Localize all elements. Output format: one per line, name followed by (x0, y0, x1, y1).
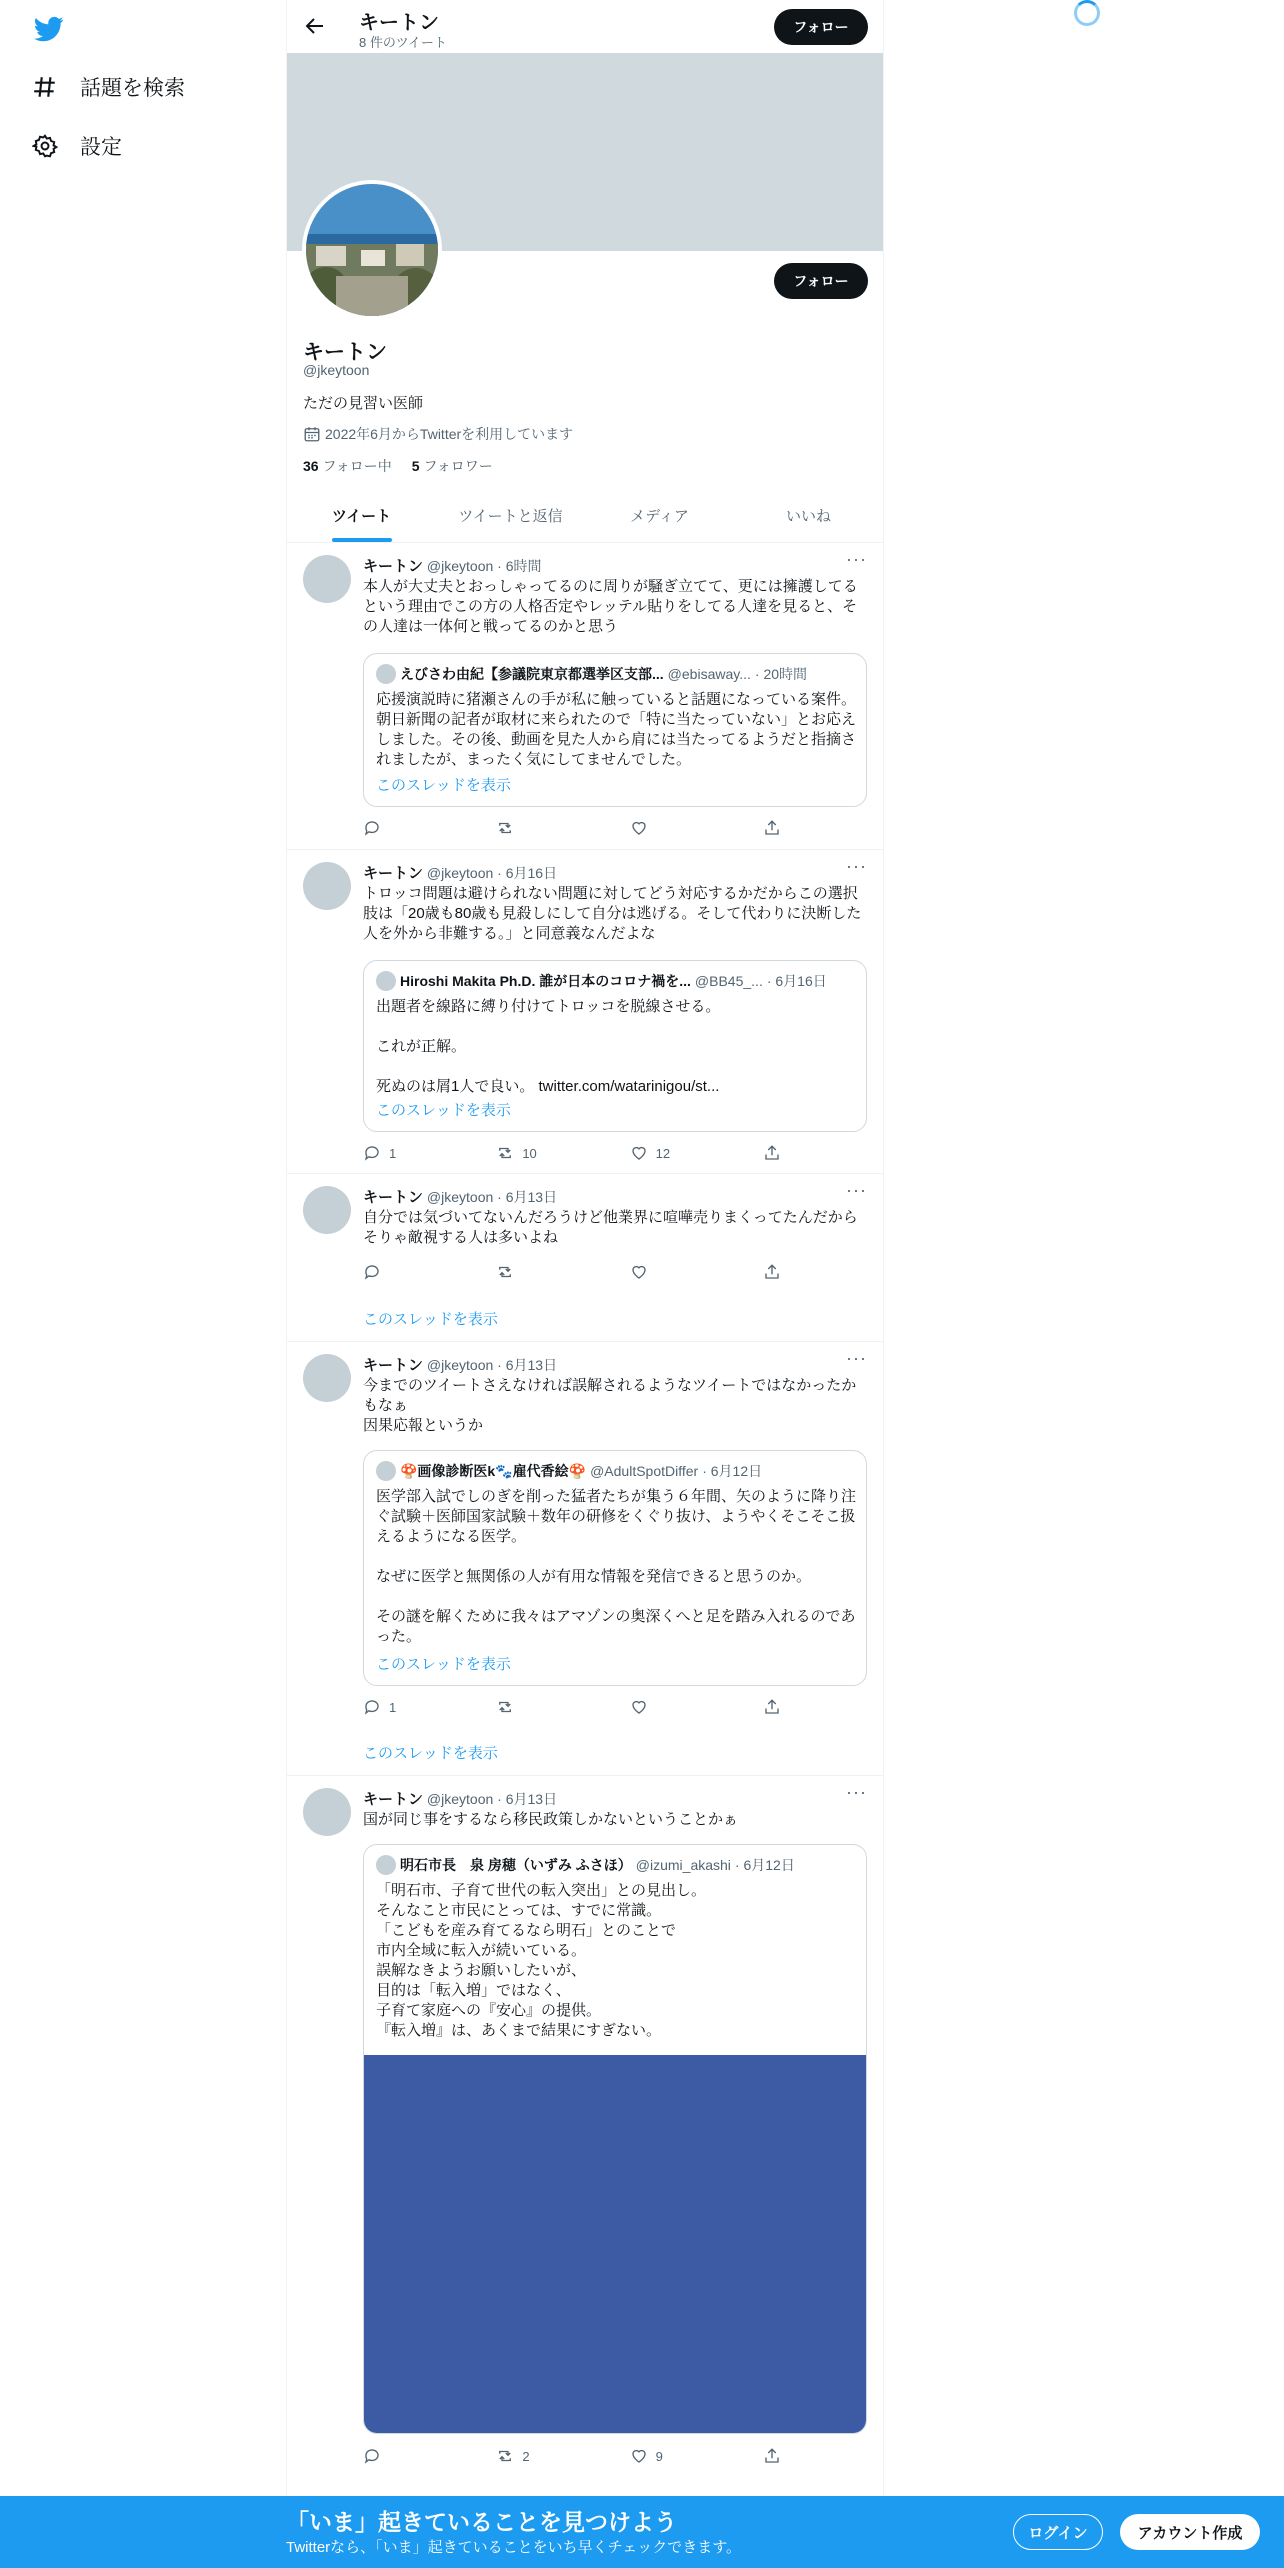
tab-likes[interactable]: いいね (785, 508, 831, 525)
show-thread-link[interactable]: このスレッドを表示 (363, 1311, 498, 1328)
tweet-time[interactable]: · 6月13日 (497, 1357, 558, 1373)
tweet[interactable] (287, 1776, 883, 2496)
calendar-icon (303, 425, 321, 443)
more-options-icon[interactable]: ··· (846, 856, 867, 876)
tweet-author-name[interactable]: キートン (363, 1791, 424, 1808)
share-icon (763, 1263, 781, 1281)
header-follow-button[interactable]: フォロー (774, 9, 868, 45)
quoted-tweet[interactable] (363, 1844, 867, 2434)
nav-settings[interactable] (32, 131, 122, 161)
heart-icon (630, 1144, 648, 1162)
quoted-thread-link[interactable]: このスレッドを表示 (376, 1656, 511, 1673)
nav-explore-label: 話題を検索 (80, 77, 185, 100)
retweet-icon (496, 1263, 514, 1281)
tweet-actions (363, 1697, 783, 1717)
heart-icon (630, 2447, 648, 2465)
profile-follow-button[interactable]: フォロー (774, 263, 868, 299)
quoted-time: · 6月12日 (702, 1463, 763, 1479)
more-options-icon[interactable]: ··· (846, 1348, 867, 1368)
following-link[interactable] (303, 456, 392, 476)
reply-count: 1 (389, 1145, 397, 1161)
quoted-avatar (376, 971, 396, 991)
tweet-avatar[interactable] (303, 555, 351, 603)
tweet-author-handle: @jkeytoon (426, 558, 494, 574)
share-button[interactable] (763, 1697, 783, 1717)
tweet-avatar[interactable] (303, 1354, 351, 1402)
reply-button[interactable] (363, 1262, 463, 1282)
tweet-avatar[interactable] (303, 1788, 351, 1836)
tweet[interactable] (287, 850, 883, 1174)
gear-icon (32, 133, 58, 159)
tab-tweets[interactable]: ツイート (287, 490, 436, 542)
quoted-author-name: Hiroshi Makita Ph.D. 誰が日本のコロナ禍を... (400, 973, 691, 989)
header-tweet-count: 8 件のツイート (359, 35, 447, 50)
tweet-actions (363, 2446, 783, 2466)
reply-icon (363, 2447, 381, 2465)
share-icon (763, 819, 781, 837)
tweet-time[interactable]: · 6時間 (497, 558, 542, 574)
profile-stats (303, 456, 493, 476)
profile-handle: @jkeytoon (303, 362, 370, 378)
retweet-icon (496, 2447, 514, 2465)
quoted-text: 出題者を線路に縛り付けてトロッコを脱線させる。 これが正解。 死ぬのは屑1人で良い。 twitter.com/watarinigou/st... (376, 998, 721, 1095)
like-button[interactable] (630, 818, 730, 838)
reply-count: 1 (389, 1699, 397, 1715)
loading-spinner-icon (1074, 0, 1100, 26)
followers-count: 5 (411, 458, 420, 474)
retweet-button[interactable] (496, 2446, 596, 2466)
reply-button[interactable] (363, 1143, 463, 1163)
quoted-avatar (376, 1855, 396, 1875)
retweet-count: 10 (522, 1145, 537, 1161)
quoted-avatar (376, 664, 396, 684)
share-icon (763, 2447, 781, 2465)
profile-name: キートン (303, 341, 387, 364)
quoted-author-name: えびさわ由紀【参議院東京都選挙区支部... (400, 666, 664, 682)
quoted-author-handle: @BB45_... (694, 973, 763, 989)
signup-banner-subtitle: Twitterなら、「いま」起きていることをいち早くチェックできます。 (286, 2539, 742, 2556)
tweet-header (363, 555, 542, 576)
header-name: キートン (359, 12, 439, 34)
reply-button[interactable] (363, 1697, 463, 1717)
tweet-author-name[interactable]: キートン (363, 865, 424, 882)
avatar[interactable] (302, 180, 442, 320)
reply-button[interactable] (363, 2446, 463, 2466)
quoted-author-name: 明石市長 泉 房穂（いずみ ふさほ） (400, 1857, 632, 1873)
reply-icon (363, 819, 381, 837)
share-button[interactable] (763, 1143, 783, 1163)
tweet-time[interactable]: · 6月16日 (497, 865, 558, 881)
login-button[interactable]: ログイン (1013, 2514, 1103, 2550)
tweet-author-name[interactable]: キートン (363, 558, 424, 575)
tweet-text: 国が同じ事をするなら移民政策しかないということかぁ (363, 1811, 739, 1828)
followers-label: フォロワー (423, 458, 493, 474)
quoted-author-handle: @AdultSpotDiffer (590, 1463, 699, 1479)
quoted-author-handle: @izumi_akashi (635, 1857, 731, 1873)
tweet-time[interactable]: · 6月13日 (497, 1189, 558, 1205)
tweet[interactable] (287, 1174, 883, 1342)
quoted-tweet[interactable] (363, 653, 867, 807)
quoted-text: 医学部入試でしのぎを削った猛者たちが集う６年間、矢のように降り注ぐ試験＋医師国家試験＋数年の研修をくぐり抜け、ようやくそこそこ扱えるようになる医学。 なぜに医学と無関係の人が有用な情報を発信できると思うのか。 その謎を解くために我々はアマゾンの奥深くへと足を踏み入れるのであった。 (376, 1488, 857, 1645)
share-button[interactable] (763, 2446, 783, 2466)
quoted-time: · 6月16日 (766, 973, 827, 989)
tweet-time[interactable]: · 6月13日 (497, 1791, 558, 1807)
quoted-tweet-header (376, 1855, 795, 1875)
tweet-text: 本人が大丈夫とおっしゃってるのに周りが騒ぎ立てて、更には擁護してるという理由でこの方の人格否定やレッテル貼りをしてる人達を見ると、その人達は一体何と戦ってるのかと思う (363, 578, 858, 635)
nav-settings-label: 設定 (80, 136, 122, 159)
quoted-time: · 20時間 (754, 666, 808, 682)
share-icon (763, 1698, 781, 1716)
reply-icon (363, 1698, 381, 1716)
tweet-actions (363, 1262, 783, 1282)
quoted-media-image[interactable] (364, 2055, 867, 2434)
tweet[interactable] (287, 1342, 883, 1776)
following-label: フォロー中 (322, 458, 392, 474)
like-count: 9 (655, 2448, 663, 2464)
quoted-thread-link[interactable]: このスレッドを表示 (376, 1102, 511, 1119)
reply-icon (363, 1263, 381, 1281)
like-count: 12 (655, 1145, 671, 1161)
share-button[interactable] (763, 1262, 783, 1282)
retweet-button[interactable] (496, 1262, 596, 1282)
tweet-author-handle: @jkeytoon (426, 1791, 494, 1807)
share-icon (763, 1144, 781, 1162)
quoted-avatar (376, 1461, 396, 1481)
quoted-tweet-header (376, 664, 807, 684)
quoted-tweet-header (376, 971, 827, 991)
profile-joined (303, 424, 573, 444)
tab-tweets-replies[interactable]: ツイートと返信 (458, 508, 563, 525)
reply-icon (363, 1144, 381, 1162)
heart-icon (630, 1698, 648, 1716)
more-options-icon[interactable]: ··· (846, 1180, 867, 1200)
profile-column (286, 0, 884, 2568)
retweet-icon (496, 819, 514, 837)
tweet-actions (363, 818, 783, 838)
tweet-header (363, 1354, 557, 1375)
following-count: 36 (303, 458, 319, 474)
signup-banner (0, 2496, 1284, 2568)
tweet-header (363, 1186, 557, 1207)
profile-bio: ただの見習い医師 (303, 395, 424, 412)
retweet-button[interactable] (496, 1143, 596, 1163)
signup-banner-title: 「いま」起きていることを見つけよう (286, 2509, 677, 2535)
like-button[interactable] (630, 1697, 730, 1717)
twitter-logo-icon[interactable] (32, 14, 66, 44)
tweet-header (363, 862, 557, 883)
profile-tabs (287, 490, 883, 543)
profile-header-bar (287, 0, 883, 53)
like-button[interactable] (630, 1262, 730, 1282)
followers-link[interactable] (412, 456, 493, 476)
reply-button[interactable] (363, 818, 463, 838)
back-arrow-icon[interactable] (303, 14, 327, 38)
signup-button[interactable]: アカウント作成 (1120, 2514, 1260, 2550)
tweet-author-handle: @jkeytoon (426, 1189, 494, 1205)
tweet[interactable] (287, 543, 883, 850)
quoted-tweet-header (376, 1461, 762, 1481)
retweet-button[interactable] (496, 818, 596, 838)
share-button[interactable] (763, 818, 783, 838)
show-thread-link[interactable]: このスレッドを表示 (363, 1745, 498, 1762)
retweet-icon (496, 1144, 514, 1162)
like-button[interactable] (630, 2446, 730, 2466)
tab-media[interactable]: メディア (630, 508, 689, 525)
nav-explore[interactable] (32, 72, 185, 102)
tweet-author-handle: @jkeytoon (426, 865, 494, 881)
retweet-button[interactable] (496, 1697, 596, 1717)
quoted-thread-link[interactable]: このスレッドを表示 (376, 777, 511, 794)
more-options-icon[interactable]: ··· (846, 549, 867, 569)
more-options-icon[interactable]: ··· (846, 1782, 867, 1802)
tweet-author-handle: @jkeytoon (426, 1357, 494, 1373)
tweet-text: 今までのツイートさえなければ誤解されるようなツイートではなかったかもなぁ 因果応報というか (363, 1377, 857, 1434)
quoted-author-name: 🍄画像診断医k🐾雇代香絵🍄 (400, 1463, 587, 1479)
retweet-icon (496, 1698, 514, 1716)
quoted-text: 応援演説時に猪瀬さんの手が私に触っていると話題になっている案件。朝日新聞の記者が取材に来られたので「特に当たっていない」とお応えしました。その後、動画を見た人から肩には当たってるようだと指摘されましたが、まったく気にしてませんでした。 (376, 691, 857, 768)
tweet-actions (363, 1143, 783, 1163)
avatar-photo (306, 184, 438, 316)
heart-icon (630, 819, 648, 837)
hashtag-icon (32, 74, 58, 100)
tweet-text: 自分では気づいてないんだろうけど他業界に喧嘩売りまくってたんだからそりゃ敵視する人は多いよね (363, 1209, 858, 1246)
quoted-time: · 6月12日 (734, 1857, 795, 1873)
profile-joined-label: 2022年6月からTwitterを利用しています (325, 426, 574, 442)
quoted-tweet[interactable] (363, 1450, 867, 1686)
tweet-author-name[interactable]: キートン (363, 1189, 424, 1206)
tweet-avatar[interactable] (303, 862, 351, 910)
tweet-text: トロッコ問題は避けられない問題に対してどう対応するかだからこの選択肢は「20歳も80歳も見殺しにして自分は逃げる。そして代わりに決断した人を外から非難する。」と同意義なんだよな (363, 885, 862, 942)
tweet-avatar[interactable] (303, 1186, 351, 1234)
quoted-tweet[interactable] (363, 960, 867, 1132)
tweet-author-name[interactable]: キートン (363, 1357, 424, 1374)
quoted-text: 「明石市、子育て世代の転入突出」との見出し。 そんなこと市民にとっては、すでに常識。 「こどもを産み育てるなら明石」とのことで 市内全域に転入が続いている。 誤解なきようお願いしたいが、 目的は「転入増」ではなく、 子育て家庭への『安心』の提供。 『転入増』は、あくまで結果にすぎない。 (376, 1882, 707, 2039)
retweet-count: 2 (522, 2448, 530, 2464)
heart-icon (630, 1263, 648, 1281)
quoted-author-handle: @ebisaway... (667, 666, 751, 682)
like-button[interactable] (630, 1143, 730, 1163)
tweet-header (363, 1788, 557, 1809)
